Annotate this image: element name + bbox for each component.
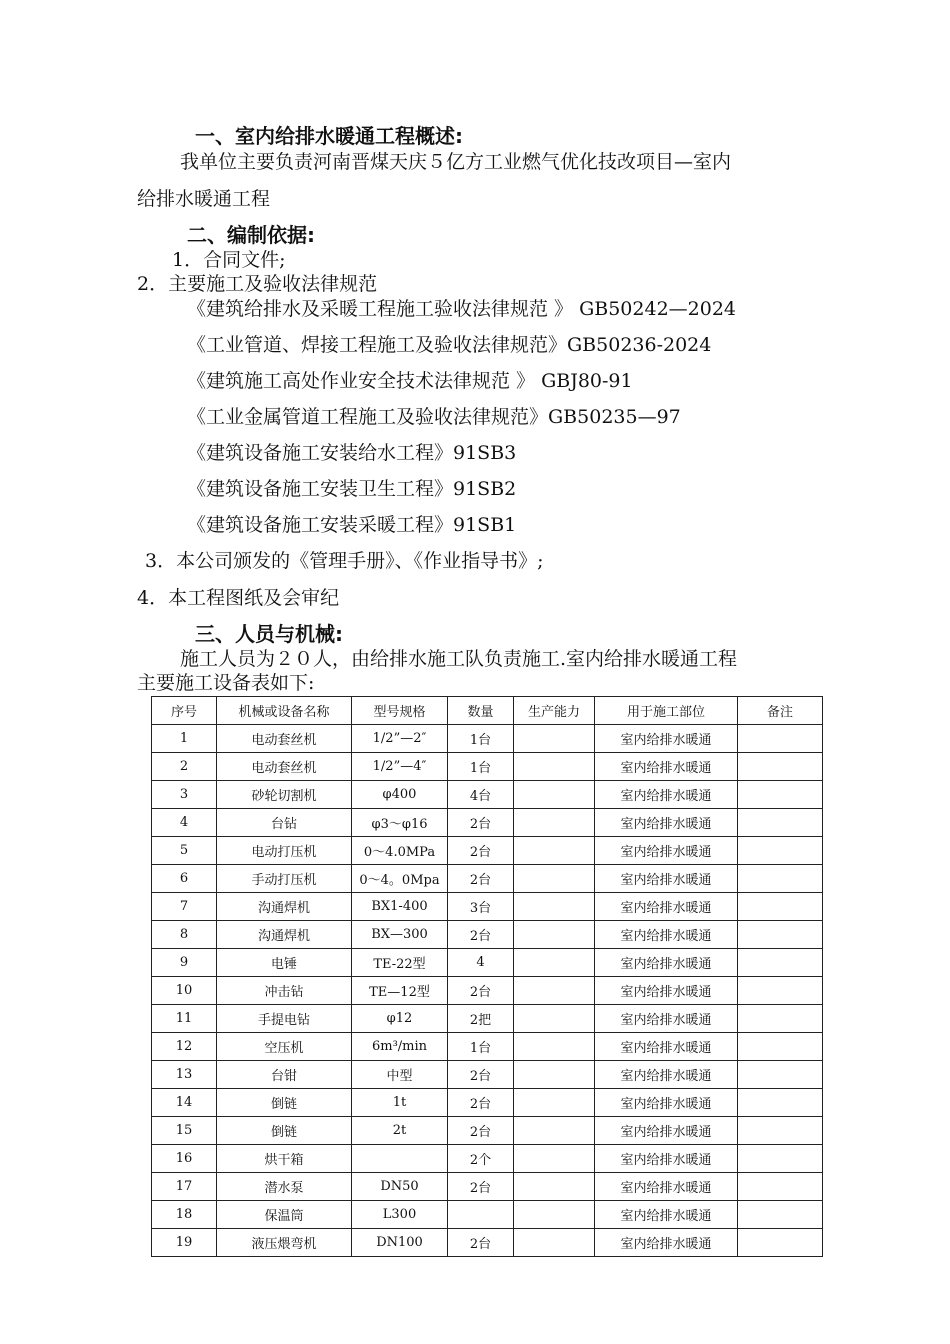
- cell-usage-location: 室内给排水暖通: [595, 1061, 738, 1089]
- cell-usage-location: 室内给排水暖通: [595, 725, 738, 753]
- cell-model-spec: 1/2”—4″: [352, 753, 448, 781]
- cell-quantity: 2台: [448, 1173, 514, 1201]
- table-row: [152, 1145, 823, 1173]
- cell-capacity: [514, 893, 595, 921]
- cell-equipment-name: 空压机: [217, 1033, 352, 1061]
- table-header-row: [152, 697, 823, 725]
- cell-quantity: 1台: [448, 1033, 514, 1061]
- cell-capacity: [514, 1201, 595, 1229]
- cell-capacity: [514, 781, 595, 809]
- section-1-text-line-2: 给排水暖通工程: [137, 188, 271, 210]
- cell-equipment-name: 倒链: [217, 1117, 352, 1145]
- cell-capacity: [514, 921, 595, 949]
- cell-remarks: [738, 893, 823, 921]
- spec-item: 《工业管道、焊接工程施工及验收法律规范》GB50236-2024: [187, 334, 712, 356]
- section-3-text-line-2: 主要施工设备表如下:: [137, 672, 315, 694]
- cell-usage-location: 室内给排水暖通: [595, 1033, 738, 1061]
- cell-capacity: [514, 1033, 595, 1061]
- cell-equipment-name: 沟通焊机: [217, 921, 352, 949]
- table-row: [152, 977, 823, 1005]
- cell-remarks: [738, 1005, 823, 1033]
- cell-model-spec: L300: [352, 1201, 448, 1229]
- cell-model-spec: TE—12型: [352, 977, 448, 1005]
- cell-usage-location: 室内给排水暖通: [595, 1173, 738, 1201]
- cell-quantity: 2台: [448, 1061, 514, 1089]
- cell-model-spec: φ12: [352, 1005, 448, 1033]
- cell-quantity: 2把: [448, 1005, 514, 1033]
- section-1-text-line-1: 我单位主要负责河南晋煤天庆５亿方工业燃气优化技改项目—室内: [180, 151, 732, 173]
- cell-remarks: [738, 949, 823, 977]
- spec-item: 《建筑设备施工安装卫生工程》91SB2: [187, 478, 517, 500]
- cell-quantity: 3台: [448, 893, 514, 921]
- spec-item: 《建筑给排水及采暖工程施工验收法律规范 》 GB50242—2024: [187, 298, 737, 320]
- cell-model-spec: TE-22型: [352, 949, 448, 977]
- cell-quantity: [448, 1201, 514, 1229]
- cell-model-spec: BX—300: [352, 921, 448, 949]
- cell-quantity: 2台: [448, 809, 514, 837]
- cell-model-spec: 6m³/min: [352, 1033, 448, 1061]
- cell-equipment-name: 电动套丝机: [217, 753, 352, 781]
- cell-equipment-name: 砂轮切割机: [217, 781, 352, 809]
- cell-model-spec: DN100: [352, 1229, 448, 1257]
- cell-equipment-name: 手提电钻: [217, 1005, 352, 1033]
- cell-equipment-name: 倒链: [217, 1089, 352, 1117]
- cell-equipment-name: 潜水泵: [217, 1173, 352, 1201]
- basis-item-2: 2．主要施工及验收法律规范: [137, 273, 378, 295]
- cell-quantity: 2台: [448, 837, 514, 865]
- cell-equipment-name: 台钳: [217, 1061, 352, 1089]
- cell-quantity: 2台: [448, 865, 514, 893]
- header-quantity: 数量: [448, 697, 514, 725]
- section-3-text-line-1: 施工人员为２０人，由给排水施工队负责施工.室内给排水暖通工程: [180, 648, 738, 670]
- header-capacity: 生产能力: [514, 697, 595, 725]
- cell-index: 10: [152, 977, 217, 1005]
- cell-usage-location: 室内给排水暖通: [595, 893, 738, 921]
- cell-index: 19: [152, 1229, 217, 1257]
- table-row: [152, 781, 823, 809]
- equipment-table: [151, 696, 823, 1257]
- cell-remarks: [738, 1201, 823, 1229]
- table-row: [152, 921, 823, 949]
- cell-index: 15: [152, 1117, 217, 1145]
- cell-index: 5: [152, 837, 217, 865]
- cell-remarks: [738, 977, 823, 1005]
- cell-index: 9: [152, 949, 217, 977]
- cell-index: 4: [152, 809, 217, 837]
- cell-usage-location: 室内给排水暖通: [595, 1201, 738, 1229]
- header-remarks: 备注: [738, 697, 823, 725]
- header-equipment-name: 机械或设备名称: [217, 697, 352, 725]
- cell-index: 18: [152, 1201, 217, 1229]
- cell-quantity: 2台: [448, 1089, 514, 1117]
- cell-usage-location: 室内给排水暖通: [595, 1089, 738, 1117]
- table-row: [152, 1229, 823, 1257]
- cell-capacity: [514, 949, 595, 977]
- spec-item: 《建筑设备施工安装采暖工程》91SB1: [187, 514, 517, 536]
- header-index: 序号: [152, 697, 217, 725]
- cell-capacity: [514, 809, 595, 837]
- cell-model-spec: 1t: [352, 1089, 448, 1117]
- cell-capacity: [514, 725, 595, 753]
- cell-index: 16: [152, 1145, 217, 1173]
- cell-capacity: [514, 1005, 595, 1033]
- cell-remarks: [738, 1061, 823, 1089]
- cell-index: 13: [152, 1061, 217, 1089]
- cell-quantity: 2个: [448, 1145, 514, 1173]
- cell-capacity: [514, 1117, 595, 1145]
- cell-remarks: [738, 1117, 823, 1145]
- table-row: [152, 1201, 823, 1229]
- cell-equipment-name: 台钻: [217, 809, 352, 837]
- spec-item: 《工业金属管道工程施工及验收法律规范》GB50235—97: [187, 406, 681, 428]
- cell-remarks: [738, 837, 823, 865]
- cell-usage-location: 室内给排水暖通: [595, 1145, 738, 1173]
- cell-index: 1: [152, 725, 217, 753]
- table-row: [152, 1173, 823, 1201]
- cell-equipment-name: 烘干箱: [217, 1145, 352, 1173]
- cell-remarks: [738, 809, 823, 837]
- cell-capacity: [514, 1229, 595, 1257]
- cell-usage-location: 室内给排水暖通: [595, 837, 738, 865]
- table-row: [152, 1061, 823, 1089]
- cell-quantity: 2台: [448, 1117, 514, 1145]
- cell-quantity: 1台: [448, 725, 514, 753]
- cell-model-spec: [352, 1145, 448, 1173]
- cell-capacity: [514, 1061, 595, 1089]
- cell-equipment-name: 电锤: [217, 949, 352, 977]
- table-row: [152, 725, 823, 753]
- cell-model-spec: 0～4。0Mpa: [352, 865, 448, 893]
- cell-remarks: [738, 921, 823, 949]
- cell-index: 12: [152, 1033, 217, 1061]
- cell-capacity: [514, 865, 595, 893]
- cell-equipment-name: 冲击钻: [217, 977, 352, 1005]
- cell-capacity: [514, 1089, 595, 1117]
- cell-equipment-name: 电动套丝机: [217, 725, 352, 753]
- cell-quantity: 2台: [448, 1229, 514, 1257]
- cell-model-spec: 1/2”—2″: [352, 725, 448, 753]
- cell-quantity: 2台: [448, 977, 514, 1005]
- table-row: [152, 753, 823, 781]
- cell-quantity: 4: [448, 949, 514, 977]
- cell-index: 14: [152, 1089, 217, 1117]
- cell-index: 6: [152, 865, 217, 893]
- cell-remarks: [738, 1173, 823, 1201]
- cell-equipment-name: 手动打压机: [217, 865, 352, 893]
- header-usage-location: 用于施工部位: [595, 697, 738, 725]
- cell-usage-location: 室内给排水暖通: [595, 865, 738, 893]
- cell-remarks: [738, 1089, 823, 1117]
- cell-quantity: 2台: [448, 921, 514, 949]
- cell-index: 7: [152, 893, 217, 921]
- table-row: [152, 1089, 823, 1117]
- section-2-title: 二、编制依据:: [187, 223, 315, 247]
- basis-item-1: 1．合同文件;: [172, 249, 286, 271]
- cell-equipment-name: 保温筒: [217, 1201, 352, 1229]
- cell-index: 11: [152, 1005, 217, 1033]
- cell-remarks: [738, 1229, 823, 1257]
- table-row: [152, 837, 823, 865]
- cell-index: 17: [152, 1173, 217, 1201]
- section-3-title: 三、人员与机械:: [195, 622, 343, 646]
- table-row: [152, 865, 823, 893]
- cell-usage-location: 室内给排水暖通: [595, 921, 738, 949]
- cell-index: 3: [152, 781, 217, 809]
- cell-quantity: 1台: [448, 753, 514, 781]
- cell-usage-location: 室内给排水暖通: [595, 753, 738, 781]
- cell-remarks: [738, 781, 823, 809]
- header-model-spec: 型号规格: [352, 697, 448, 725]
- table-row: [152, 893, 823, 921]
- section-1-title: 一、室内给排水暖通工程概述:: [195, 124, 463, 148]
- cell-capacity: [514, 1173, 595, 1201]
- basis-item-4: 4．本工程图纸及会审纪: [137, 587, 340, 609]
- spec-item: 《建筑设备施工安装给水工程》91SB3: [187, 442, 517, 464]
- cell-model-spec: 2t: [352, 1117, 448, 1145]
- cell-model-spec: φ3～φ16: [352, 809, 448, 837]
- cell-usage-location: 室内给排水暖通: [595, 1117, 738, 1145]
- cell-capacity: [514, 1145, 595, 1173]
- table-body: [152, 725, 823, 1257]
- cell-remarks: [738, 1145, 823, 1173]
- cell-model-spec: φ400: [352, 781, 448, 809]
- cell-remarks: [738, 725, 823, 753]
- cell-remarks: [738, 1033, 823, 1061]
- cell-remarks: [738, 753, 823, 781]
- cell-equipment-name: 液压煨弯机: [217, 1229, 352, 1257]
- cell-usage-location: 室内给排水暖通: [595, 781, 738, 809]
- cell-index: 2: [152, 753, 217, 781]
- cell-model-spec: DN50: [352, 1173, 448, 1201]
- cell-remarks: [738, 865, 823, 893]
- cell-usage-location: 室内给排水暖通: [595, 977, 738, 1005]
- cell-quantity: 4台: [448, 781, 514, 809]
- cell-capacity: [514, 837, 595, 865]
- table-row: [152, 1033, 823, 1061]
- cell-equipment-name: 电动打压机: [217, 837, 352, 865]
- cell-model-spec: 0～4.0MPa: [352, 837, 448, 865]
- table-row: [152, 949, 823, 977]
- cell-capacity: [514, 977, 595, 1005]
- basis-item-3: 3．本公司颁发的《管理手册》、《作业指导书》;: [145, 550, 544, 572]
- table-row: [152, 1117, 823, 1145]
- cell-index: 8: [152, 921, 217, 949]
- cell-model-spec: BX1-400: [352, 893, 448, 921]
- cell-equipment-name: 沟通焊机: [217, 893, 352, 921]
- cell-model-spec: 中型: [352, 1061, 448, 1089]
- cell-usage-location: 室内给排水暖通: [595, 1229, 738, 1257]
- cell-usage-location: 室内给排水暖通: [595, 949, 738, 977]
- cell-capacity: [514, 753, 595, 781]
- cell-usage-location: 室内给排水暖通: [595, 809, 738, 837]
- table-row: [152, 1005, 823, 1033]
- spec-item: 《建筑施工高处作业安全技术法律规范 》 GBJ80-91: [187, 370, 633, 392]
- cell-usage-location: 室内给排水暖通: [595, 1005, 738, 1033]
- table-row: [152, 809, 823, 837]
